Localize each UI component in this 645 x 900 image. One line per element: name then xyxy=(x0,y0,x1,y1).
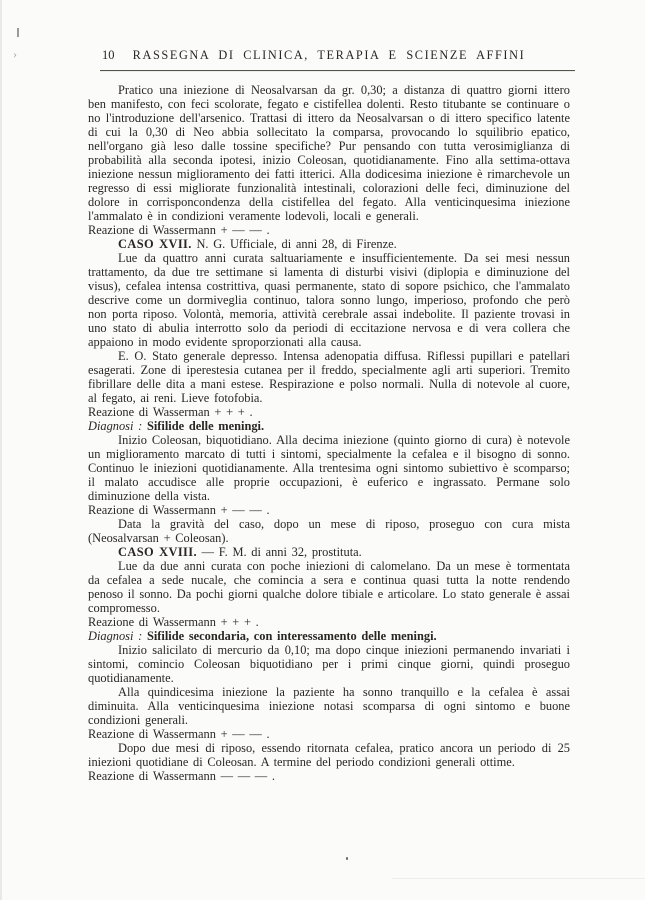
paragraph: E. O. Stato generale depresso. Intensa adenopatia diffusa. Riflessi pupillari e patellari esagerati. Zone di iperestesia cutanea per il freddo, specialmente agli arti superiori. Tremito fibrillare delle dita a mani estese. Respirazione e polso normali. Nulla di notevole al cuore, al fegato, ai reni. Lieve fotofobia. xyxy=(88,349,570,405)
paragraph: Pratico una iniezione di Neosalvarsan da gr. 0,30; a distanza di quattro giorni ittero ben manifesto, con feci scolorate, fegato e cistifellea dolenti. Resto titubante se continuare o no l'introduzione dell'arsenico. Trattasi di ittero da Neosalvarsan o di ittero specifico latente di cui la 0,30 di Neo abbia sollecitato la comparsa, provocando lo squilibrio epatico, nell'organo già leso dalle tossine specifiche? Pur pensando con tutta verosimiglianza di probabilità alla seconda ipotesi, inizio Coleosan, quotidianamente. Fino alla settima-ottava iniezione nessun miglioramento dei fatti itterici. Alla dodicesima iniezione è rimarchevole un regresso di essi migliorate funzionalità intestinali, colorazioni delle feci, diminuzione del dolore in corrisponcondenza della cistifellea del fegato. Alla venticinquesima iniezione l'ammalato è in condizioni veramente lodevoli, locali e generali. xyxy=(88,83,570,223)
case-heading xyxy=(88,237,570,251)
case-label: CASO XVII. xyxy=(118,237,192,251)
scan-artifact-dot xyxy=(346,857,348,860)
diagnosis-text: Sifilide secondaria, con interessamento delle meningi. xyxy=(142,629,437,643)
case-subject: N. G. Ufficiale, di anni 28, di Firenze. xyxy=(191,237,397,251)
header-rule xyxy=(100,70,575,71)
paragraph: Data la gravità del caso, dopo un mese di riposo, proseguo con cura mista (Neosalvarsan + Coleosan). xyxy=(88,517,570,545)
wassermann-reaction: Reazione di Wassermann + + + . xyxy=(88,615,259,629)
paragraph: Alla quindicesima iniezione la paziente ha sonno tranquillo e la cefalea è assai diminuita. Alla venticinquesima iniezione notasi scomparsa di ogni sintomo e buone condizioni generali. xyxy=(88,685,570,727)
case-label: CASO XVIII. xyxy=(118,545,197,559)
wassermann-reaction: Reazione di Wassermann + — — . xyxy=(88,503,270,517)
scan-artifact-tick xyxy=(17,28,19,37)
journal-title: RASSEGNA DI CLINICA, TERAPIA E SCIENZE AFFINI xyxy=(132,48,526,62)
case-subject: — F. M. di anni 32, prostituta. xyxy=(196,545,362,559)
document-body xyxy=(88,83,570,783)
wassermann-reaction: Reazione di Wassermann + — — . xyxy=(88,223,270,237)
diagnosis-text: Sifilide delle meningi. xyxy=(142,419,265,433)
paragraph: Lue da quattro anni curata saltuariamente e insufficientemente. Da sei mesi nessun trattamento, da due tre settimane si lamenta di disturbi visivi (diplopia e diminuzione del visus), cefalea intensa costrittiva, quasi permanente, stato di sopore psichico, che l'ammalato descrive come un dormiveglia continuo, talora sonno lungo, imperioso, profondo che però non porta riposo. Volontà, memoria, attività cerebrale assai indebolite. Il paziente trovasi in uno stato di abulia interrotto solo da periodi di eccitazione nervosa e di vera collera che appaiono in modo evidente sproporzionati alla causa. xyxy=(88,251,570,349)
page-number: 10 xyxy=(102,48,115,62)
paragraph: Inizio salicilato di mercurio da 0,10; ma dopo cinque iniezioni permanendo invariati i sintomi, comincio Coleosan biquotidiano per i primi cinque giorni, quindi proseguo quotidianamente. xyxy=(88,643,570,685)
diagnosis-line xyxy=(88,629,570,643)
wassermann-reaction: Reazione di Wassermann + — — . xyxy=(88,727,270,741)
diagnosis-line xyxy=(88,419,570,433)
scan-edge-shadow xyxy=(0,0,2,900)
diagnosis-label: Diagnosi : xyxy=(88,629,143,643)
diagnosis-label: Diagnosi : xyxy=(88,419,143,433)
scan-artifact-chevron: › xyxy=(13,47,17,61)
paragraph: Inizio Coleosan, biquotidiano. Alla decima iniezione (quinto giorno di cura) è notevole un miglioramento marcato di tutti i sintomi, specialmente la cefalea e il bisogno di sonno. Continuo le iniezioni quotidianamente. Alla trentesima ogni sintomo subiettivo è scomparso; il malato accudisce alle proprie occupazioni, è euferico e ingrassato. Permane solo diminuzione della vista. xyxy=(88,433,570,503)
wassermann-reaction: Reazione di Wassermann — — — . xyxy=(88,769,275,783)
page-header xyxy=(88,48,570,66)
scan-artifact-line xyxy=(392,878,645,879)
wassermann-reaction: Reazione di Wasserman + + + . xyxy=(88,405,253,419)
paragraph: Lue da due anni curata con poche iniezioni di calomelano. Da un mese è tormentata da cefalea a sede nucale, che comincia a sera e continua quasi tutta la notte rendendo penoso il sonno. Da pochi giorni qualche dolore tibiale e articolare. Lo stato generale è assai compromesso. xyxy=(88,559,570,615)
case-heading xyxy=(88,545,570,559)
paragraph: Dopo due mesi di riposo, essendo ritornata cefalea, pratico ancora un periodo di 25 iniezioni quotidiane di Coleosan. A termine del periodo condizioni generali ottime. xyxy=(88,741,570,769)
